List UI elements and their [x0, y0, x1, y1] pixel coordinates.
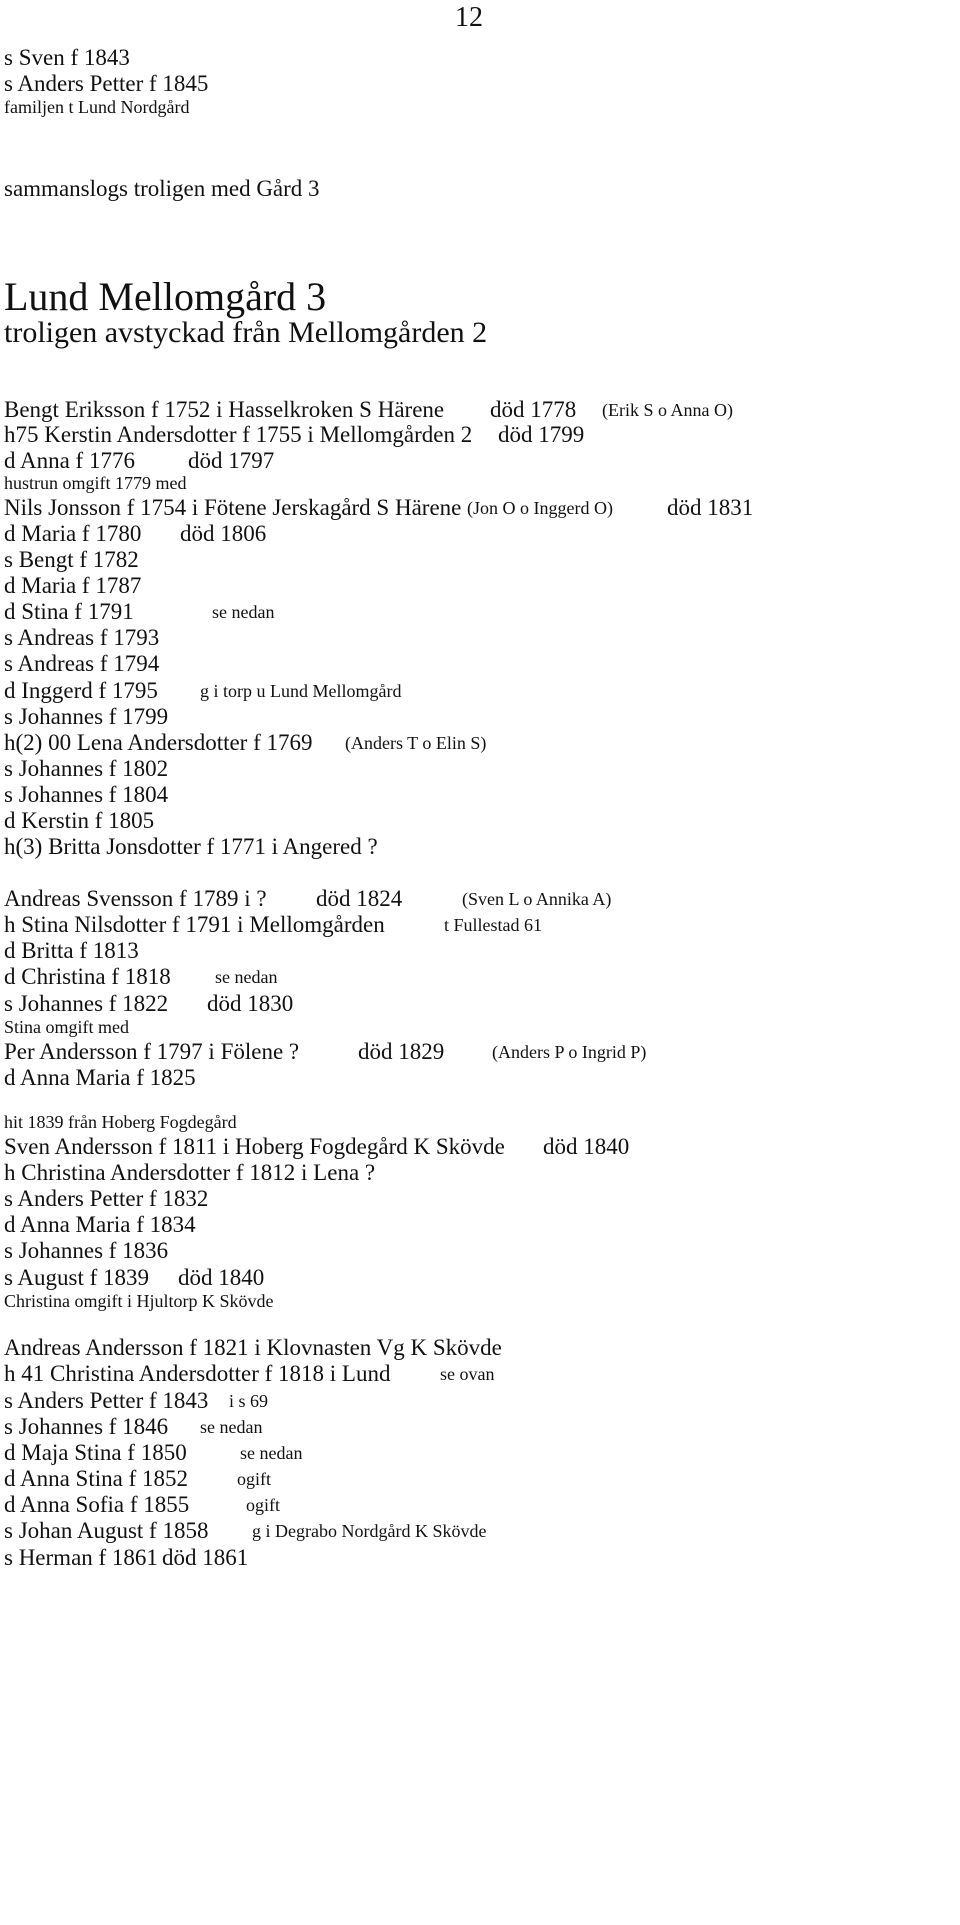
section-title: Lund Mellomgård 3 — [4, 274, 327, 319]
text-line: se nedan — [212, 602, 275, 622]
text-line: s Andreas f 1794 — [4, 651, 160, 676]
text-line: d Anna Maria f 1834 — [4, 1212, 196, 1237]
text-line: s August f 1839 — [4, 1265, 150, 1290]
text-line: d Anna Maria f 1825 — [4, 1065, 196, 1090]
text-line: i s 69 — [229, 1391, 269, 1411]
text-line: död 1829 — [358, 1039, 445, 1064]
text-line: död 1840 — [178, 1265, 265, 1290]
text-line: h75 Kerstin Andersdotter f 1755 i Mellomgården 2 — [4, 422, 473, 447]
text-line: s Johan August f 1858 — [4, 1518, 209, 1543]
text-line: s Andreas f 1793 — [4, 625, 160, 650]
text-line: s Anders Petter f 1845 — [4, 71, 209, 96]
text-line: Sven Andersson f 1811 i Hoberg Fogdegård K Skövde — [4, 1134, 505, 1159]
text-line: död 1824 — [316, 886, 403, 911]
text-line: g i torp u Lund Mellomgård — [200, 681, 402, 701]
text-line: Christina omgift i Hjultorp K Skövde — [4, 1291, 274, 1311]
text-line: s Johannes f 1836 — [4, 1238, 169, 1263]
text-line: s Bengt f 1782 — [4, 547, 139, 572]
text-line: d Inggerd f 1795 — [4, 678, 158, 703]
text-line: död 1778 — [490, 397, 577, 422]
text-line: d Maria f 1780 — [4, 521, 142, 546]
text-line: h Stina Nilsdotter f 1791 i Mellomgården — [4, 912, 385, 937]
page-number: 12 — [455, 2, 483, 33]
text-line: hit 1839 från Hoberg Fogdegård — [4, 1112, 237, 1132]
text-line: t Fullestad 61 — [444, 915, 542, 935]
text-line: död 1830 — [207, 991, 294, 1016]
text-line: sammanslogs troligen med Gård 3 — [4, 176, 320, 201]
text-line: (Jon O o Inggerd O) — [467, 498, 613, 518]
text-line: d Anna Stina f 1852 — [4, 1466, 188, 1491]
text-line: d Maria f 1787 — [4, 573, 142, 598]
text-line: d Christina f 1818 — [4, 964, 171, 989]
text-line: h 41 Christina Andersdotter f 1818 i Lund — [4, 1361, 391, 1386]
text-line: s Johannes f 1804 — [4, 782, 169, 807]
text-line: död 1797 — [188, 448, 275, 473]
text-line: h Christina Andersdotter f 1812 i Lena ? — [4, 1160, 376, 1185]
text-line: d Maja Stina f 1850 — [4, 1440, 187, 1465]
text-line: Stina omgift med — [4, 1017, 129, 1037]
text-line: död 1861 — [162, 1545, 249, 1570]
text-line: d Anna f 1776 — [4, 448, 135, 473]
text-line: s Johannes f 1802 — [4, 756, 169, 781]
text-line: d Anna Sofia f 1855 — [4, 1492, 190, 1517]
text-line: familjen t Lund Nordgård — [4, 97, 190, 117]
text-line: s Johannes f 1846 — [4, 1414, 169, 1439]
text-line: ogift — [246, 1495, 280, 1515]
text-line: Andreas Andersson f 1821 i Klovnasten Vg K Skövde — [4, 1335, 502, 1360]
text-line: d Britta f 1813 — [4, 938, 139, 963]
text-line: (Anders P o Ingrid P) — [492, 1042, 647, 1062]
text-line: hustrun omgift 1779 med — [4, 473, 187, 493]
text-line: d Stina f 1791 — [4, 599, 134, 624]
text-line: se nedan — [200, 1417, 263, 1437]
text-line: död 1799 — [498, 422, 585, 447]
text-line: död 1806 — [180, 521, 267, 546]
text-line: g i Degrabo Nordgård K Skövde — [252, 1521, 487, 1541]
text-line: s Anders Petter f 1843 — [4, 1388, 209, 1413]
text-line: ogift — [237, 1469, 271, 1489]
text-line: s Herman f 1861 — [4, 1545, 158, 1570]
text-line: (Anders T o Elin S) — [345, 733, 487, 753]
text-line: s Sven f 1843 — [4, 45, 130, 70]
text-line: s Anders Petter f 1832 — [4, 1186, 209, 1211]
text-line: (Sven L o Annika A) — [462, 889, 612, 909]
text-line: Per Andersson f 1797 i Fölene ? — [4, 1039, 300, 1064]
text-line: s Johannes f 1822 — [4, 991, 169, 1016]
text-line: Andreas Svensson f 1789 i ? — [4, 886, 267, 911]
text-line: (Erik S o Anna O) — [602, 400, 733, 420]
text-line: se nedan — [215, 967, 278, 987]
text-line: h(2) 00 Lena Andersdotter f 1769 — [4, 730, 313, 755]
section-subtitle: troligen avstyckad från Mellomgården 2 — [4, 316, 488, 349]
text-line: d Kerstin f 1805 — [4, 808, 155, 833]
text-line: Nils Jonsson f 1754 i Fötene Jerskagård S Härene — [4, 495, 462, 520]
text-line: s Johannes f 1799 — [4, 704, 169, 729]
text-line: se ovan — [440, 1364, 495, 1384]
text-line: död 1831 — [667, 495, 754, 520]
text-line: se nedan — [240, 1443, 303, 1463]
text-line: död 1840 — [543, 1134, 630, 1159]
text-line: h(3) Britta Jonsdotter f 1771 i Angered ? — [4, 834, 378, 859]
text-line: Bengt Eriksson f 1752 i Hasselkroken S Härene — [4, 397, 445, 422]
